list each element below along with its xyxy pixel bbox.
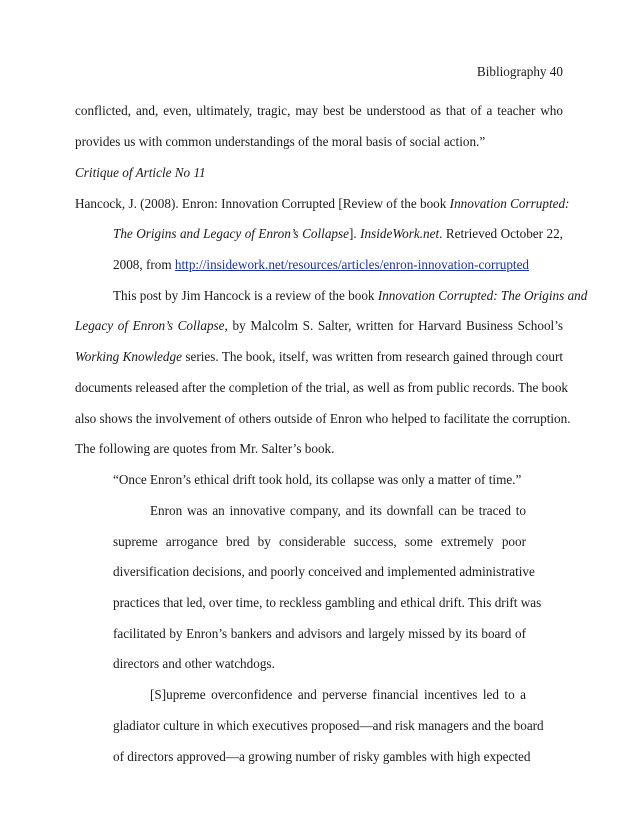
paragraph-line: documents released after the completion of the trial, as well as from public records. The book (75, 380, 569, 395)
block-quote-line: practices that led, over time, to reckless gambling and ethical drift. This drift was (113, 595, 542, 610)
paragraph-line: The following are quotes from Mr. Salter’s book. (75, 441, 335, 456)
block-quote-line: Enron was an innovative company, and its downfall can be traced to (150, 503, 526, 518)
section-heading: Critique of Article No 11 (75, 165, 206, 180)
citation-line: The Origins and Legacy of Enron’s Collapse]. InsideWork.net. Retrieved October 22, (113, 226, 563, 241)
quote-line: “Once Enron’s ethical drift took hold, its collapse was only a matter of time.” (113, 472, 522, 487)
citation-link[interactable]: http://insidework.net/resources/articles/enron-innovation-corrupted (174, 257, 530, 272)
block-quote-line: directors and other watchdogs. (113, 656, 275, 671)
running-head: Bibliography 40 (476, 64, 563, 79)
block-quote-line: supreme arrogance bred by considerable success, some extremely poor (113, 534, 526, 549)
block-quote-line: of directors approved—a growing number of risky gambles with high expected (113, 749, 531, 764)
block-quote-line: [S]upreme overconfidence and perverse financial incentives led to a (150, 687, 526, 702)
paragraph-line: This post by Jim Hancock is a review of the book Innovation Corrupted: The Origins and (113, 288, 588, 303)
block-quote-line: gladiator culture in which executives proposed—and risk managers and the board (113, 718, 544, 733)
paragraph-line: also shows the involvement of others outside of Enron who helped to facilitate the corruption. (75, 411, 571, 426)
block-quote-line: diversification decisions, and poorly conceived and implemented administrative (113, 564, 535, 579)
paragraph-line: provides us with common understandings of the moral basis of social action.” (75, 134, 486, 149)
block-quote-line: facilitated by Enron’s bankers and advisors and largely missed by its board of (113, 626, 526, 641)
paragraph-line: Working Knowledge series. The book, itself, was written from research gained through court (75, 349, 563, 364)
citation-line: Hancock, J. (2008). Enron: Innovation Corrupted [Review of the book Innovation Corrupted: (75, 196, 570, 211)
paragraph-line: Legacy of Enron’s Collapse, by Malcolm S. Salter, written for Harvard Business School’s (75, 318, 564, 333)
paragraph-line: conflicted, and, even, ultimately, tragic, may best be understood as that of a teacher who (75, 103, 563, 118)
citation-line: 2008, from http://insidework.net/resources/articles/enron-innovation-corrupted (113, 257, 530, 272)
